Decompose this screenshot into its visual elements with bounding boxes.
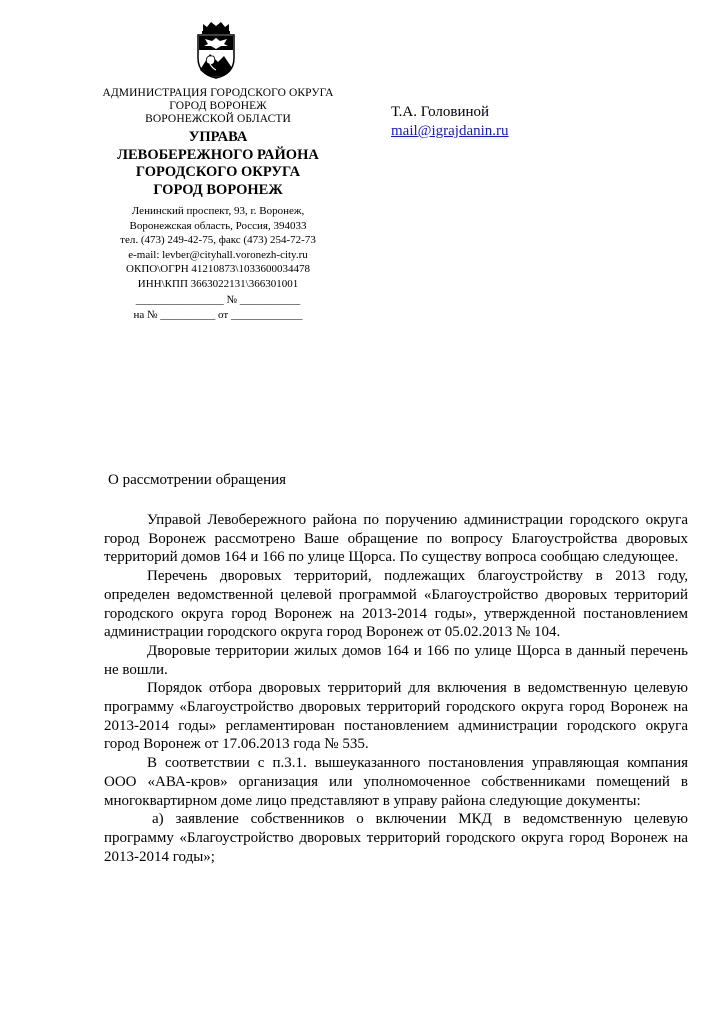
registration-fields xyxy=(90,293,346,323)
coat-of-arms-icon xyxy=(194,20,238,80)
body-paragraph: Управой Левобережного района по поручению администрации городского округа город Воронеж рассмотрено Ваше обращение по вопросу Благоустройства дворовых территорий домов 164 и 166 по улице Щорса. По существу вопроса сообщаю следующее. xyxy=(104,512,688,566)
letter-body xyxy=(104,511,688,866)
contact-details xyxy=(90,204,346,292)
contact-phone: тел. (473) 249-42-75, факс (473) 254-72-73 xyxy=(120,234,316,247)
uprava-title xyxy=(90,129,346,199)
addressee-name: Т.А. Головиной xyxy=(391,104,490,120)
contact-inn: ИНН\КПП 3663022131\366301001 xyxy=(137,277,299,290)
addressee-block xyxy=(391,103,509,141)
contact-okpo: ОКПО\ОГРН 41210873\1033600034478 xyxy=(126,263,310,276)
contact-region: Воронежская область, Россия, 394033 xyxy=(129,219,307,232)
uprava-title-line: ЛЕВОБЕРЕЖНОГО РАЙОНА xyxy=(117,146,319,163)
body-paragraph: В соответствии с п.3.1. вышеуказанного постановления управляющая компания ООО «АВА-кров» организация или уполномоченное собственниками помещений в многоквартирном доме лицо представляют в управу района следующие документы: xyxy=(104,755,688,809)
administration-line: ГОРОД ВОРОНЕЖ xyxy=(169,100,267,112)
addressee-email-link[interactable]: mail@igrajdanin.ru xyxy=(391,123,509,139)
uprava-title-line: УПРАВА xyxy=(188,129,248,145)
contact-address: Ленинский проспект, 93, г. Воронеж, xyxy=(131,205,305,217)
administration-block xyxy=(90,87,346,126)
outgoing-number-line: ________________ № ___________ xyxy=(135,293,301,306)
administration-line: ВОРОНЕЖСКОЙ ОБЛАСТИ xyxy=(145,113,291,125)
body-paragraph: Дворовые территории жилых домов 164 и 166 по улице Щорса в данный перечень не вошли. xyxy=(104,642,688,678)
uprava-title-line: ГОРОД ВОРОНЕЖ xyxy=(153,181,283,198)
body-paragraph: Перечень дворовых территорий, подлежащих благоустройству в 2013 году, определен ведомственной целевой программой «Благоустройство дворовых территорий городского округа город Воронеж на 2013-2014 годы», утвержденной постановлением администрации городского округа город Воронеж от 05.02.2013 № 104. xyxy=(104,568,688,641)
document-list-item: а) заявление собственников о включении МКД в ведомственную целевую программу «Благоустройство дворовых территорий городского округа город Воронеж на 2013-2014 годы»; xyxy=(104,811,688,865)
administration-line: АДМИНИСТРАЦИЯ ГОРОДСКОГО ОКРУГА xyxy=(102,87,334,99)
letter-subject: О рассмотрении обращения xyxy=(108,472,287,488)
contact-email: e-mail: levber@cityhall.voronezh-city.ru xyxy=(128,248,308,261)
sender-header xyxy=(90,87,346,323)
body-paragraph: Порядок отбора дворовых территорий для включения в ведомственную целевую программу «Благоустройство дворовых территорий городского округа город Воронеж на 2013-2014 годы» регламентирован постановлением администрации городского округа город Воронеж от 17.06.2013 года № 535. xyxy=(104,680,688,753)
uprava-title-line: ГОРОДСКОГО ОКРУГА xyxy=(135,164,301,180)
reply-to-number-line: на № __________ от _____________ xyxy=(133,308,303,321)
